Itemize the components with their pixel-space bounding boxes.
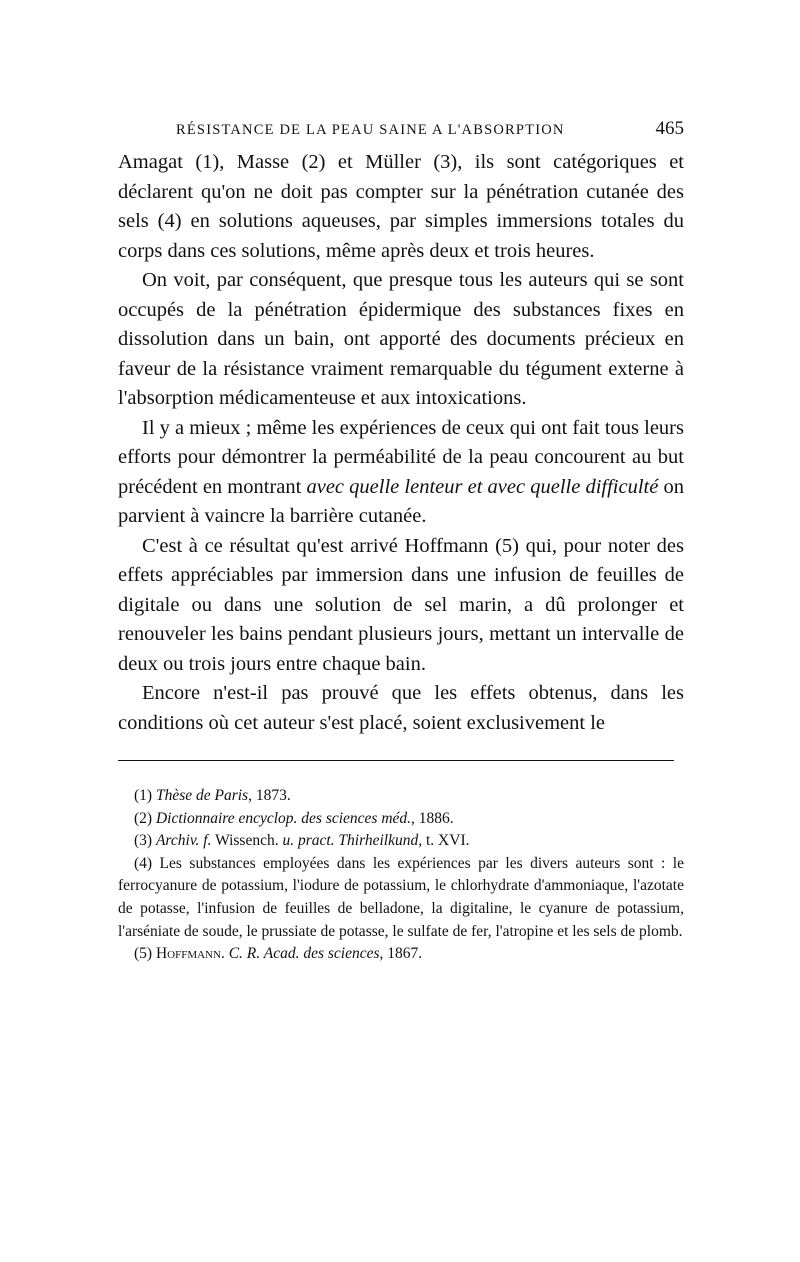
footnote-3-title-a: Archiv. f. [155, 832, 212, 850]
footnote-1 [118, 785, 684, 808]
footnote-4: (4) Les substances employées dans les expériences par les divers auteurs sont : le ferrocyanure de potassium, l'iodure de potassium, le chlorhydrate d'ammoniaque, l'azotate de potasse, l'infusion de feuilles de belladone, la digitaline, le cyanure de potassium, l'arséniate de soude, le prussiate de potasse, le sulfate de fer, l'atropine et les sels de plomb. [118, 854, 684, 940]
footnote-5-sep: . [220, 945, 229, 963]
body-text [118, 148, 684, 738]
footnote-rule [118, 760, 674, 761]
paragraph-3 [118, 414, 684, 532]
footnote-2-title: Dictionnaire encyclop. des sciences méd. [155, 809, 412, 827]
footnote-3-rest: , t. XVI. [418, 832, 470, 850]
footnote-5 [118, 943, 684, 966]
footnote-2-rest: , 1886. [411, 809, 454, 827]
footnote-1-rest: , 1873. [248, 787, 291, 804]
book-page [118, 118, 684, 966]
page-number: 465 [655, 118, 684, 139]
footnote-5-author: Hoffmann [155, 945, 221, 963]
paragraph-3-text-b: on parvient à vaincre la barrière cutanée. [118, 475, 685, 527]
footnote-2-number: (2) [134, 809, 156, 827]
running-title: RÉSISTANCE DE LA PEAU SAINE A L'ABSORPTION [176, 122, 565, 138]
footnote-3-title-b: u. pract. Thirheilkund [282, 832, 419, 850]
running-head [118, 118, 684, 144]
footnote-5-title: C. R. Acad. des sciences [228, 945, 380, 963]
footnote-1-number: (1) [134, 787, 156, 804]
footnote-3-mid: Wissench. [211, 832, 283, 850]
paragraph-4: C'est à ce résultat qu'est arrivé Hoffmann (5) qui, pour noter des effets appréciables par immersion dans une infusion de feuilles de digitale ou dans une solution de sel marin, a dû prolonger et renouveler les bains pendant plusieurs jours, mettant un intervalle de deux ou trois jours entre chaque bain. [118, 534, 684, 675]
paragraph-3-italic: avec quelle lenteur et avec quelle difficulté [306, 475, 659, 498]
footnotes [118, 785, 684, 966]
paragraph-5: Encore n'est-il pas prouvé que les effets obtenus, dans les conditions où cet auteur s'est placé, soient exclusivement le [118, 682, 684, 734]
paragraph-3-text-a: Il y a mieux ; même les expériences de ceux qui ont fait tous leurs efforts pour démontrer la perméabilité de la peau concourent au but précédent en montrant [118, 416, 684, 498]
footnote-2 [118, 808, 684, 831]
paragraph-2: On voit, par conséquent, que presque tous les auteurs qui se sont occupés de la pénétration épidermique des substances fixes en dissolution dans un bain, ont apporté des documents précieux en faveur de la résistance vraiment remarquable du tégument externe à l'absorption médicamenteuse et aux intoxications. [118, 269, 684, 409]
footnote-5-rest: , 1867. [379, 945, 423, 963]
footnote-1-title: Thèse de Paris [155, 787, 249, 804]
footnote-3-number: (3) [134, 832, 156, 850]
footnote-3 [118, 830, 684, 853]
paragraph-1: Amagat (1), Masse (2) et Müller (3), ils sont catégoriques et déclarent qu'on ne doit pas compter sur la pénétration cutanée des sels (4) en solutions aqueuses, par simples immersions totales du corps dans ces solutions, même après deux et trois heures. [118, 151, 684, 262]
footnote-5-number: (5) [134, 945, 156, 963]
